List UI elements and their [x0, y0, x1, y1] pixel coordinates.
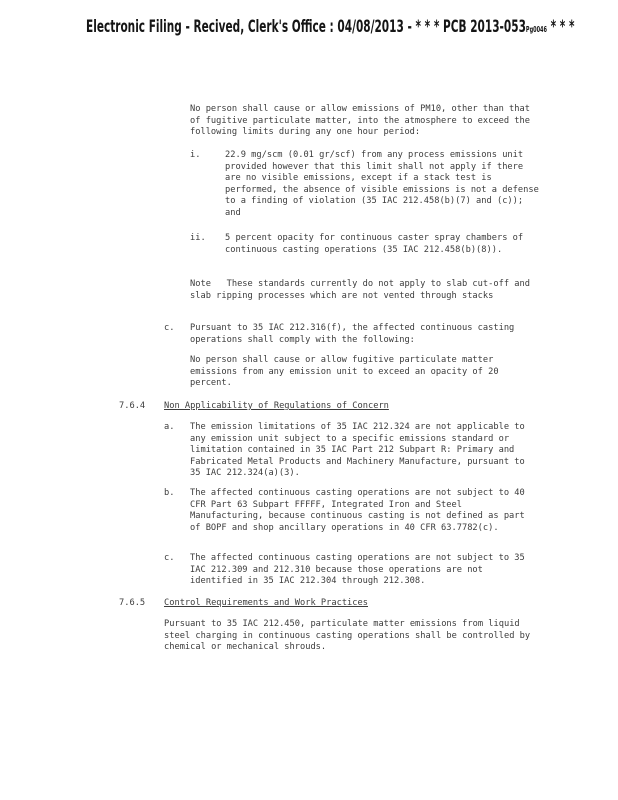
item-b-text: The affected continuous casting operations are not subject to 40 CFR Part 63 Subpart FFFFF, Integrated Iron and Steel Manufacturing, because continuous casting is not defined as part of BOPF and shop ancillary operations in 40 CFR 63.7782(c).	[190, 488, 530, 533]
item-c2-text: The affected continuous casting operations are not subject to 35 IAC 212.309 and 212.310 because those operations are not identified in 35 IAC 212.304 through 212.308.	[190, 553, 530, 587]
item-ii-label: ii.	[190, 233, 206, 243]
item-c-subparagraph: No person shall cause or allow fugitive particulate matter emissions from any emission unit to exceed an opacity of 20 percent.	[190, 355, 504, 389]
item-c-label: c.	[164, 323, 175, 333]
filing-header-text: Electronic Filing - Recived, Clerk's Office : 04/08/2013 - * * * PCB 2013-053	[86, 17, 526, 37]
item-i-label: i.	[190, 150, 201, 160]
section-7-6-4-title: Non Applicability of Regulations of Concern	[164, 401, 389, 411]
filing-header	[86, 17, 575, 37]
note-paragraph: Note These standards currently do not apply to slab cut-off and slab ripping processes which are not vented through stacks	[190, 279, 536, 301]
item-b-label: b.	[164, 488, 175, 498]
item-ii-text: 5 percent opacity for continuous caster spray chambers of continuous casting operations (35 IAC 212.458(b)(8)).	[225, 233, 529, 255]
item-c2-label: c.	[164, 553, 175, 563]
intro-paragraph: No person shall cause or allow emissions of PM10, other than that of fugitive particulate matter, into the atmosphere to exceed the following limits during any one hour period:	[190, 104, 536, 138]
section-7-6-5-paragraph: Pursuant to 35 IAC 212.450, particulate matter emissions from liquid steel charging in continuous casting operations shall be controlled by chemical or mechanical shrouds.	[164, 619, 536, 653]
item-i-text: 22.9 mg/scm (0.01 gr/scf) from any process emissions unit provided however that this limit shall not apply if there are no visible emissions, except if a stack test is performed, the absence of visible emissions is not a defense to a finding of violation (35 IAC 212.458(b)(7) and (c)); and	[225, 150, 545, 218]
item-a-label: a.	[164, 422, 175, 432]
filing-header-tail: * * *	[550, 17, 575, 37]
section-7-6-5-title: Control Requirements and Work Practices	[164, 598, 368, 608]
section-7-6-4-number: 7.6.4	[119, 401, 146, 411]
item-a-text: The emission limitations of 35 IAC 212.324 are not applicable to any emission unit subject to a specific emissions standard or limitation contained in 35 IAC Part 212 Subpart R: Primary and Fabricated Metal Products and Machinery Manufacture, pursuant to 35 IAC 212.324(a)(3).	[190, 422, 530, 479]
filing-header-page-suffix: Pg0046	[525, 25, 547, 34]
section-7-6-5-number: 7.6.5	[119, 598, 146, 608]
item-c-text: Pursuant to 35 IAC 212.316(f), the affected continuous casting operations shall comply with the following:	[190, 323, 520, 345]
